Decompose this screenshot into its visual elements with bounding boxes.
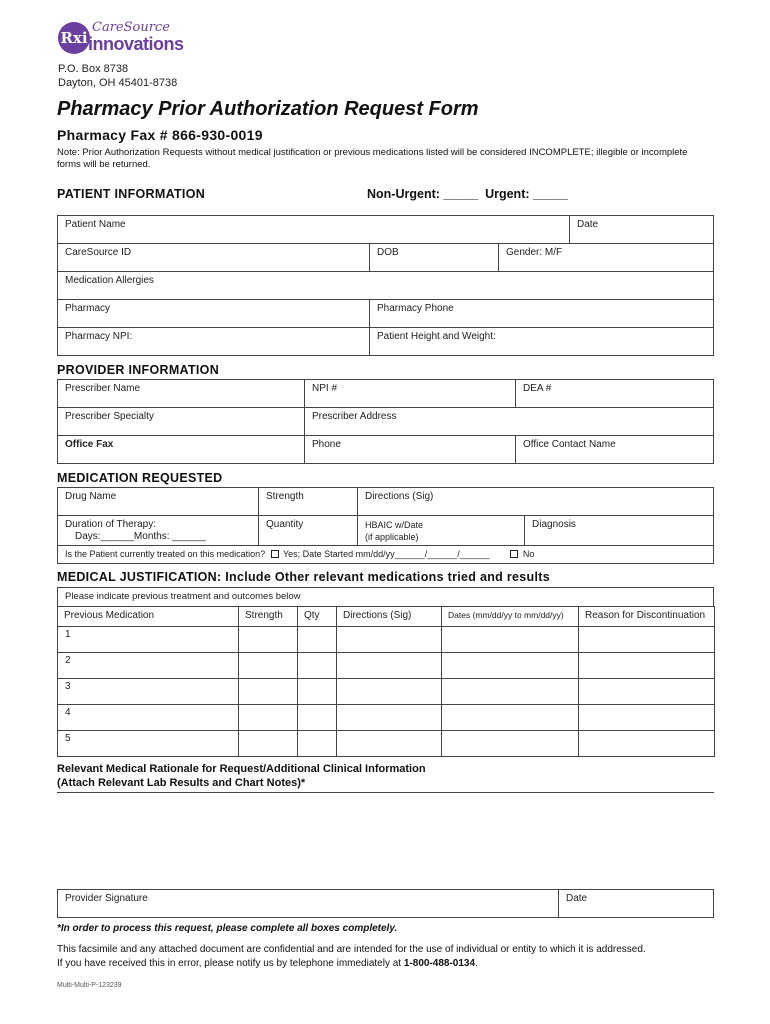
qty-cell-row-3[interactable]	[297, 678, 337, 705]
complete-boxes-note: *In order to process this request, please complete all boxes completely.	[57, 923, 398, 934]
hbaic-label: HBAIC w/Date	[365, 520, 424, 530]
provider-info-heading: PROVIDER INFORMATION	[57, 363, 220, 377]
reason-cell-row-5[interactable]	[578, 730, 715, 757]
directions-field[interactable]: Directions (Sig)	[357, 487, 714, 516]
patient-name-field[interactable]: Patient Name	[57, 215, 570, 244]
qty-cell-row-5[interactable]	[297, 730, 337, 757]
strength-cell-row-3[interactable]	[238, 678, 298, 705]
diagnosis-field[interactable]: Diagnosis	[524, 515, 714, 546]
dob-field[interactable]: DOB	[369, 243, 499, 272]
confidentiality-line-1: This facsimile and any attached document are confidential and are intended for the use of individual or entity to which it is addressed.	[57, 944, 646, 955]
directions-cell-row-3[interactable]	[336, 678, 442, 705]
form-title: Pharmacy Prior Authorization Request Form	[57, 98, 479, 120]
form-code: Multi-Multi-P-123239	[57, 982, 122, 989]
column-header-reason: Reason for Discontinuation	[578, 606, 715, 627]
drug-name-field[interactable]: Drug Name	[57, 487, 259, 516]
previous-medication-row-4[interactable]	[57, 704, 239, 731]
pharmacy-fax: Pharmacy Fax # 866-930-0019	[57, 127, 263, 143]
reason-cell-row-4[interactable]	[578, 704, 715, 731]
rationale-divider	[57, 792, 714, 793]
row-number: 1	[65, 629, 71, 640]
prescriber-specialty-field[interactable]: Prescriber Specialty	[57, 407, 305, 436]
hbaic-field[interactable]	[357, 515, 525, 546]
no-label: No	[522, 549, 535, 559]
directions-cell-row-5[interactable]	[336, 730, 442, 757]
medication-allergies-field[interactable]: Medication Allergies	[57, 271, 714, 300]
mailing-address	[58, 62, 177, 90]
npi-field[interactable]: NPI #	[304, 379, 516, 408]
currently-treated-row	[57, 545, 714, 564]
duration-field[interactable]	[57, 515, 259, 546]
directions-cell-row-2[interactable]	[336, 652, 442, 679]
column-header-strength: Strength	[238, 606, 298, 627]
rationale-heading	[57, 762, 426, 790]
dates-cell-row-1[interactable]	[441, 626, 579, 653]
directions-cell-row-4[interactable]	[336, 704, 442, 731]
strength-cell-row-5[interactable]	[238, 730, 298, 757]
dates-cell-row-3[interactable]	[441, 678, 579, 705]
rxi-logo-mark: Rxi	[58, 22, 90, 54]
rationale-line-2: (Attach Relevant Lab Results and Chart Notes)*	[57, 777, 306, 789]
previous-medication-row-3[interactable]	[57, 678, 239, 705]
days-months-label: Days:______Months: ______	[75, 531, 206, 542]
confidentiality-line-2	[57, 957, 717, 971]
phone-field[interactable]: Phone	[304, 435, 516, 464]
dates-cell-row-4[interactable]	[441, 704, 579, 731]
strength-cell-row-1[interactable]	[238, 626, 298, 653]
qty-cell-row-1[interactable]	[297, 626, 337, 653]
office-contact-field[interactable]: Office Contact Name	[515, 435, 714, 464]
dea-field[interactable]: DEA #	[515, 379, 714, 408]
medication-requested-heading: MEDICATION REQUESTED	[57, 471, 223, 485]
duration-label: Duration of Therapy:	[65, 519, 156, 530]
gender-field[interactable]: Gender: M/F	[498, 243, 714, 272]
column-header-qty: Qty	[297, 606, 337, 627]
reason-cell-row-1[interactable]	[578, 626, 715, 653]
prescriber-address-field[interactable]: Prescriber Address	[304, 407, 714, 436]
previous-medication-row-1[interactable]	[57, 626, 239, 653]
incomplete-note: Note: Prior Authorization Requests without medical justification or previous medications listed will be considered INCOMPLETE; illegible or incomplete forms will be returned.	[57, 147, 688, 170]
yes-checkbox[interactable]	[271, 550, 279, 558]
pharmacy-npi-field[interactable]: Pharmacy NPI:	[57, 327, 370, 356]
previous-medication-row-2[interactable]	[57, 652, 239, 679]
justification-instruction: Please indicate previous treatment and outcomes below	[57, 587, 714, 607]
directions-cell-row-1[interactable]	[336, 626, 442, 653]
reason-cell-row-3[interactable]	[578, 678, 715, 705]
rationale-text-area[interactable]	[57, 794, 714, 886]
address-line-2: Dayton, OH 45401-8738	[58, 77, 178, 89]
dates-cell-row-5[interactable]	[441, 730, 579, 757]
row-number: 4	[65, 707, 71, 718]
no-checkbox[interactable]	[510, 550, 518, 558]
signature-date-field[interactable]: Date	[558, 889, 714, 918]
row-number: 3	[65, 681, 71, 692]
medical-justification-heading: MEDICAL JUSTIFICATION: Include Other relevant medications tried and results	[57, 570, 550, 584]
currently-treated-question: Is the Patient currently treated on this medication?	[65, 549, 266, 559]
confidentiality-line-2-end: .	[475, 958, 478, 969]
prescriber-name-field[interactable]: Prescriber Name	[57, 379, 305, 408]
patient-info-heading: PATIENT INFORMATION	[57, 187, 206, 201]
caresource-logo	[58, 20, 198, 56]
pharmacy-field[interactable]: Pharmacy	[57, 299, 370, 328]
height-weight-field[interactable]: Patient Height and Weight:	[369, 327, 714, 356]
strength-cell-row-4[interactable]	[238, 704, 298, 731]
row-number: 5	[65, 733, 71, 744]
column-header-previous-medication: Previous Medication	[57, 606, 239, 627]
contact-phone-number: 1-800-488-0134	[403, 958, 476, 969]
quantity-field[interactable]: Quantity	[258, 515, 358, 546]
if-applicable-label: (if applicable)	[365, 532, 419, 542]
column-header-directions: Directions (Sig)	[336, 606, 442, 627]
confidentiality-notice	[57, 943, 717, 971]
confidentiality-line-2-text: If you have received this in error, please notify us by telephone immediately at	[57, 958, 404, 969]
address-line-1: P.O. Box 8738	[58, 63, 129, 75]
qty-cell-row-2[interactable]	[297, 652, 337, 679]
provider-signature-field[interactable]: Provider Signature	[57, 889, 559, 918]
patient-date-field[interactable]: Date	[569, 215, 714, 244]
reason-cell-row-2[interactable]	[578, 652, 715, 679]
rationale-line-1: Relevant Medical Rationale for Request/Additional Clinical Information	[57, 763, 426, 775]
qty-cell-row-4[interactable]	[297, 704, 337, 731]
logo-caresource-text: CareSource	[92, 20, 170, 35]
column-header-dates: Dates (mm/dd/yy to mm/dd/yy)	[441, 606, 579, 627]
office-fax-field[interactable]: Office Fax	[57, 435, 305, 464]
pharmacy-phone-field[interactable]: Pharmacy Phone	[369, 299, 714, 328]
dates-cell-row-2[interactable]	[441, 652, 579, 679]
strength-cell-row-2[interactable]	[238, 652, 298, 679]
row-number: 2	[65, 655, 71, 666]
previous-medication-row-5[interactable]	[57, 730, 239, 757]
caresource-id-field[interactable]: CareSource ID	[57, 243, 370, 272]
strength-field[interactable]: Strength	[258, 487, 358, 516]
logo-innovations-text: innovations	[88, 34, 184, 54]
yes-date-started-label: Yes; Date Started mm/dd/yy______/______/______	[282, 549, 490, 559]
urgency-selector[interactable]: Non-Urgent: _____ Urgent: _____	[367, 187, 568, 201]
